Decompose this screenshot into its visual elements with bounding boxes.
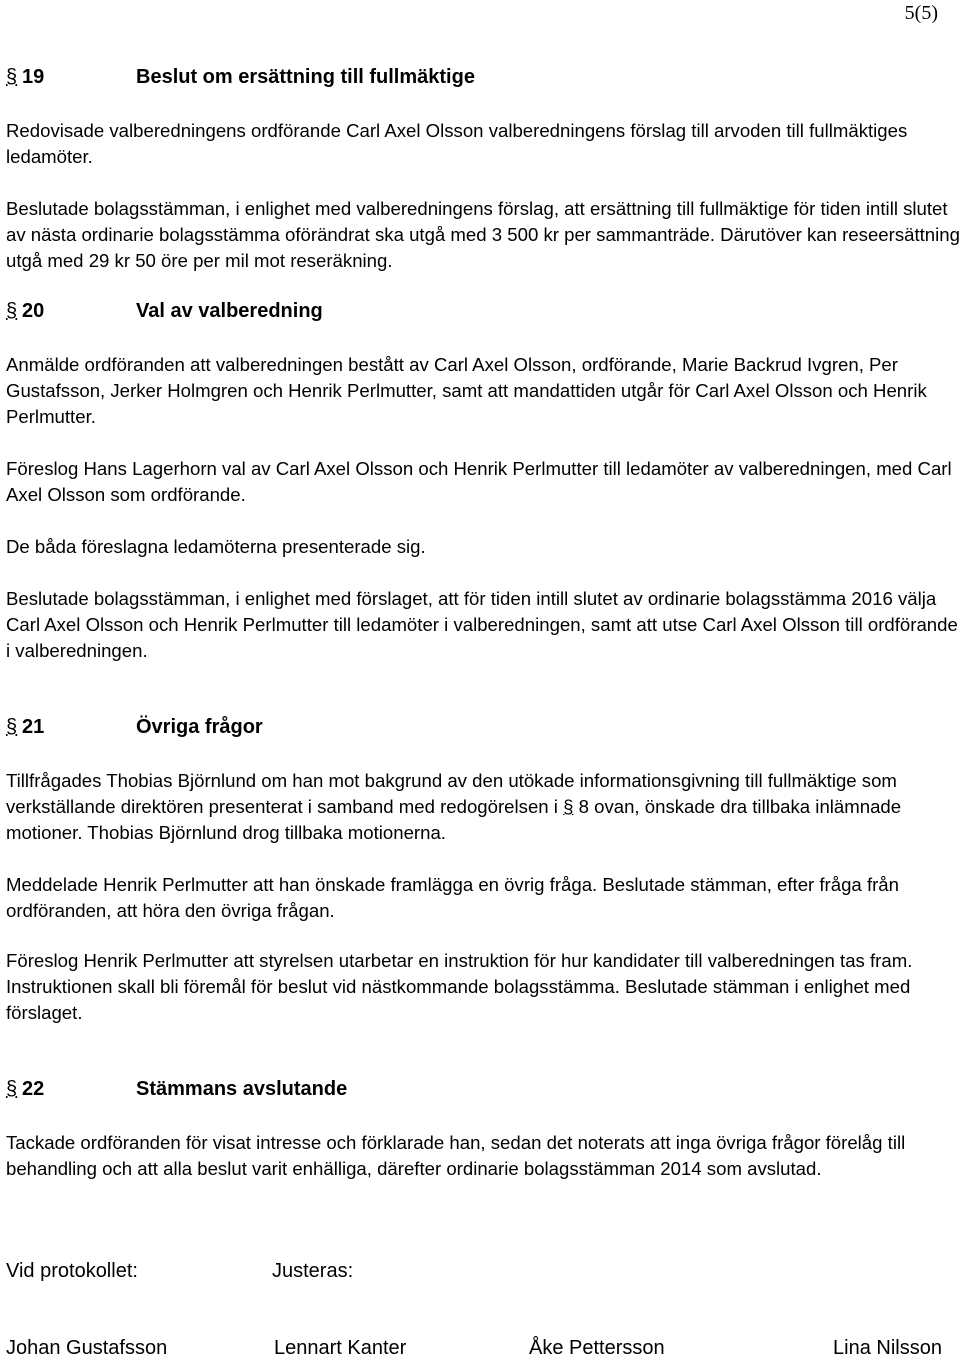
page-number: 5(5) bbox=[904, 2, 938, 24]
section-heading-20 bbox=[6, 300, 323, 323]
section-19-paragraph-2: Beslutade bolagsstämman, i enlighet med valberedningens förslag, att ersättning till fullmäktige för tiden intill slutet av nästa ordinarie bolagsstämma oförändrat ska utgå med 3 500 kr per sammanträde. Därutöver kan reseersättning utgå med 29 kr 50 öre per mil mot reseräkning. bbox=[6, 198, 960, 271]
protocol-label: Vid protokollet: bbox=[6, 1260, 138, 1282]
section-heading-19 bbox=[6, 66, 475, 89]
section-21-paragraph-1 bbox=[6, 768, 960, 846]
adjusted-label: Justeras: bbox=[272, 1260, 354, 1282]
section-22-paragraph-1: Tackade ordföranden för visat intresse och förklarade han, sedan det noterats att inga övriga frågor förelåg till behandling och att alla beslut varit enhälliga, därefter ordinarie bolagsstämman 2014 som avslutad. bbox=[6, 1132, 906, 1179]
signatory-name: Lina Nilsson bbox=[833, 1337, 942, 1359]
section-number: 20 bbox=[22, 300, 45, 322]
paragraph-symbol: § bbox=[6, 1078, 18, 1100]
section-heading-22 bbox=[6, 1078, 347, 1101]
paragraph-symbol: § bbox=[563, 796, 574, 817]
section-20-paragraph-3: De båda föreslagna ledamöterna presenterade sig. bbox=[6, 536, 426, 557]
section-number: 19 bbox=[22, 66, 45, 88]
section-title: Val av valberedning bbox=[136, 300, 323, 322]
section-number: 21 bbox=[22, 716, 45, 738]
section-21-paragraph-3: Föreslog Henrik Perlmutter att styrelsen utarbetar en instruktion för hur kandidater till valberedningen tas fram. Instruktionen skall bli föremål för beslut vid nästkommande bolagsstämma. Beslutade stämman i enlighet med förslaget. bbox=[6, 950, 913, 1023]
section-number: 22 bbox=[22, 1078, 45, 1100]
section-19-paragraph-1: Redovisade valberedningens ordförande Carl Axel Olsson valberedningens förslag till arvoden till fullmäktiges ledamöter. bbox=[6, 120, 908, 167]
paragraph-symbol: § bbox=[6, 66, 18, 88]
section-20-paragraph-4: Beslutade bolagsstämman, i enlighet med förslaget, att för tiden intill slutet av ordinarie bolagsstämma 2016 välja Carl Axel Olsson och Henrik Perlmutter till ledamöter i valberedningen, samt att utse Carl Axel Olsson till ordförande i valberedningen. bbox=[6, 588, 958, 661]
section-20-paragraph-1: Anmälde ordföranden att valberedningen bestått av Carl Axel Olsson, ordförande, Marie Backrud Ivgren, Per Gustafsson, Jerker Holmgren och Henrik Perlmutter, samt att mandattiden utgår för Carl Axel Olsson och Henrik Perlmutter. bbox=[6, 354, 927, 427]
signatory-name: Johan Gustafsson bbox=[6, 1337, 168, 1359]
paragraph-symbol: § bbox=[6, 716, 18, 738]
section-20-paragraph-2: Föreslog Hans Lagerhorn val av Carl Axel Olsson och Henrik Perlmutter till ledamöter av valberedningen, med Carl Axel Olsson som ordförande. bbox=[6, 458, 952, 505]
section-title: Beslut om ersättning till fullmäktige bbox=[136, 66, 475, 88]
section-title: Stämmans avslutande bbox=[136, 1078, 348, 1100]
paragraph-symbol: § bbox=[6, 300, 18, 322]
section-heading-21 bbox=[6, 716, 263, 739]
paragraph-text-before: Tillfrågades Thobias Björnlund om han mot bakgrund av den utökade informationsgivning till fullmäktige som verkställande direktören presenterat i samband med redogörelsen i bbox=[6, 770, 897, 817]
signatory-name: Åke Pettersson bbox=[529, 1337, 665, 1359]
section-21-paragraph-2: Meddelade Henrik Perlmutter att han önskade framlägga en övrig fråga. Beslutade stämman, efter fråga från ordföranden, att höra den övriga frågan. bbox=[6, 874, 899, 921]
signatory-name: Lennart Kanter bbox=[274, 1337, 407, 1359]
section-title: Övriga frågor bbox=[136, 716, 263, 738]
paragraph-text-after: 8 ovan, önskade dra tillbaka inlämnade motioner. Thobias Björnlund drog tillbaka motionerna. bbox=[6, 796, 902, 843]
